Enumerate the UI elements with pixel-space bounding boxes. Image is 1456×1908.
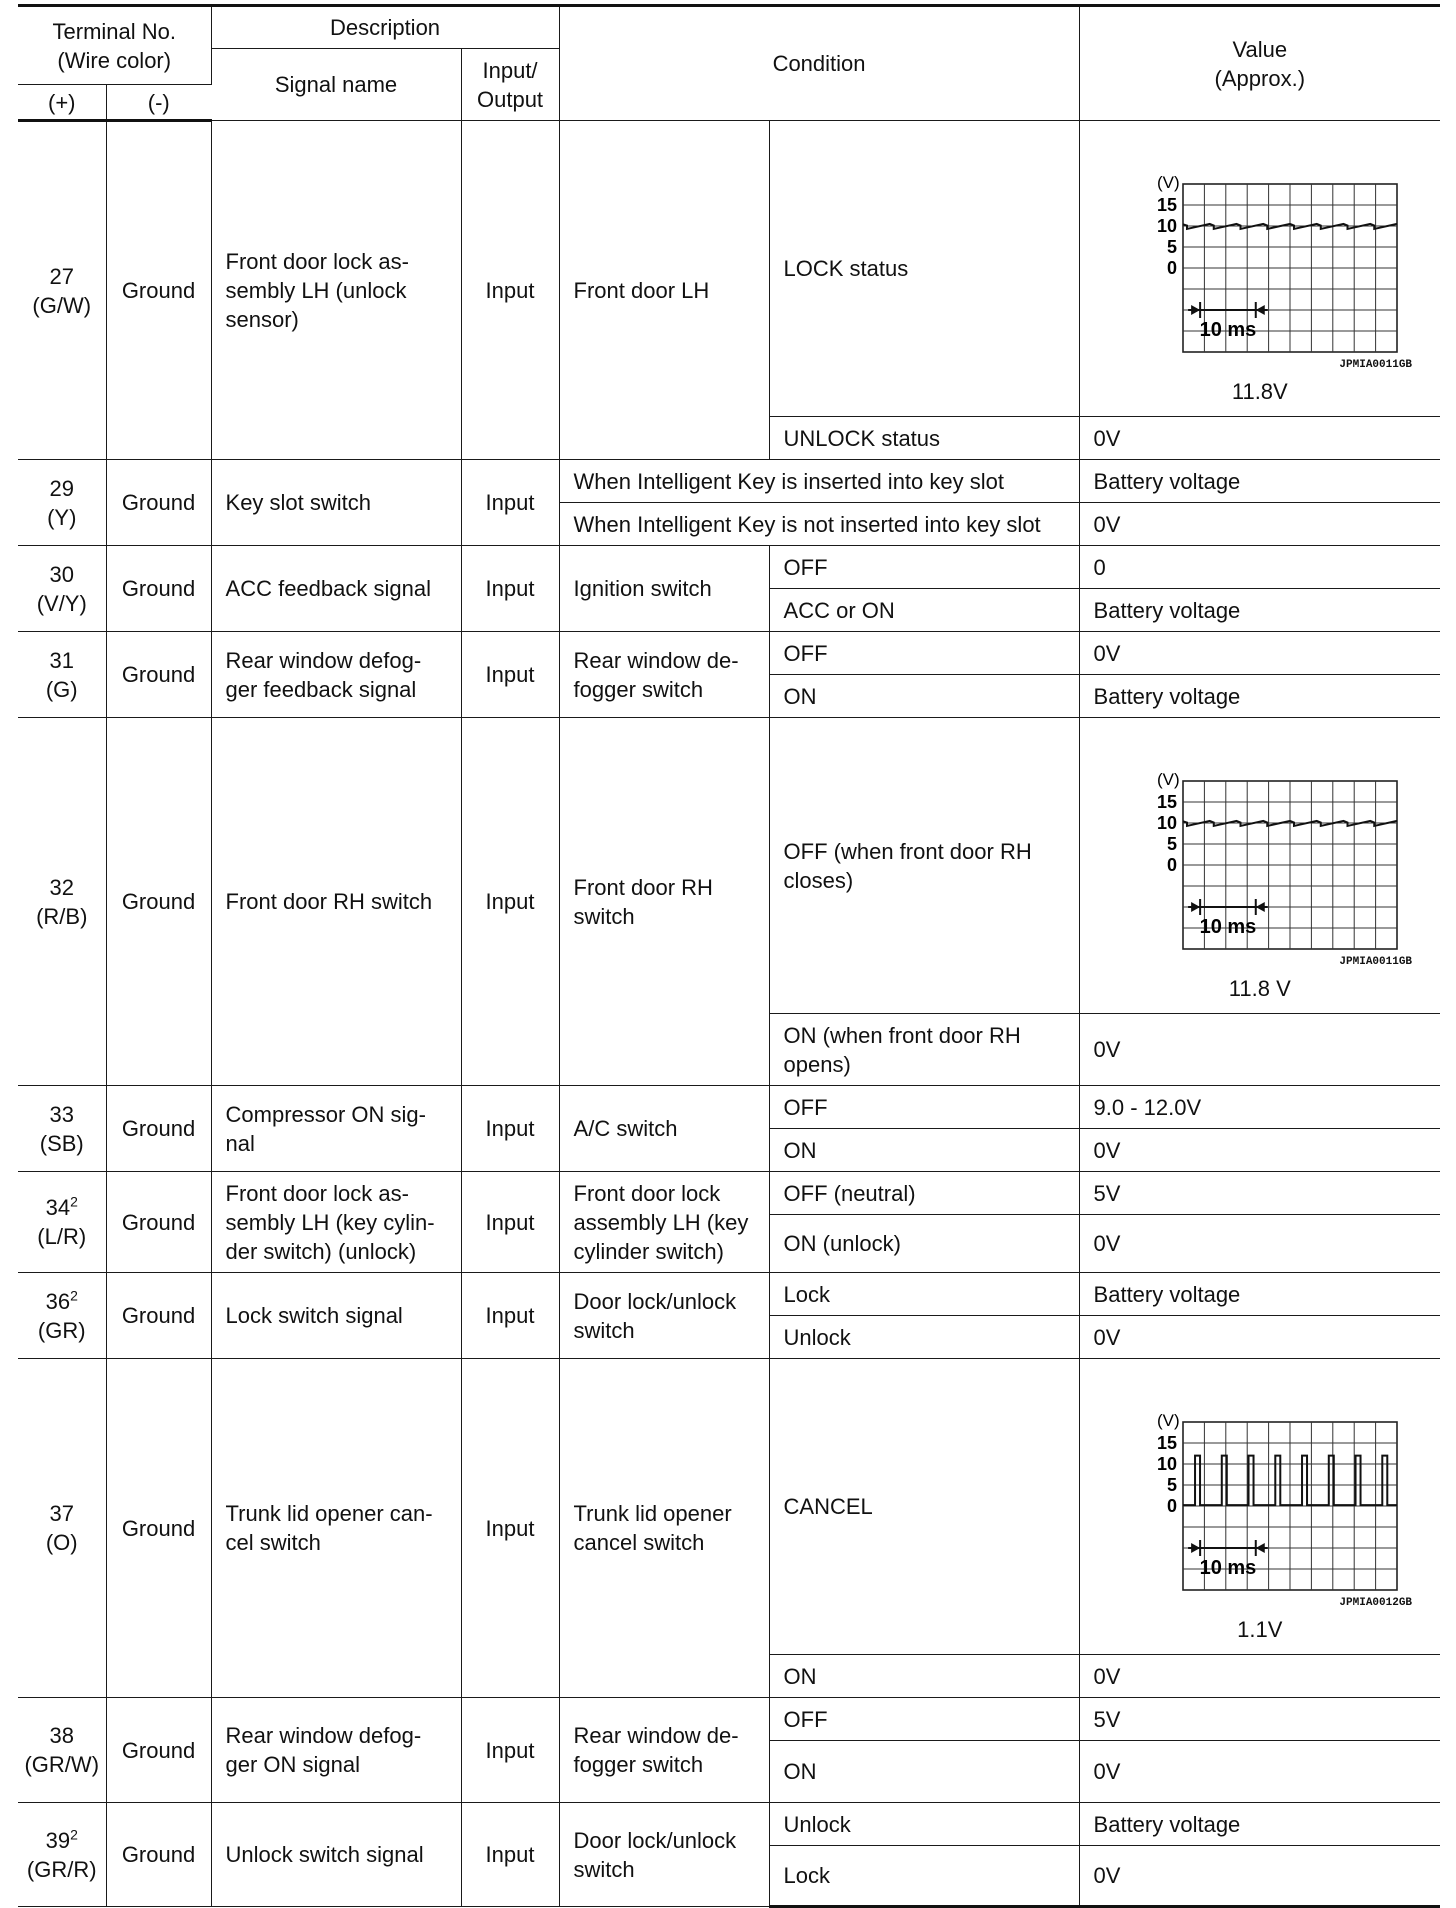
header-value-approx: (Approx.) bbox=[1214, 65, 1306, 91]
terminal-number: 36 bbox=[45, 1288, 71, 1314]
ground-cell: Ground bbox=[106, 1086, 211, 1172]
condition-state-cell: Unlock bbox=[769, 1803, 1079, 1846]
signal-name-cell: Unlock switch signal bbox=[211, 1803, 461, 1907]
wire-color: (GR) bbox=[37, 1317, 86, 1343]
terminal-number: 27 bbox=[49, 263, 74, 289]
table-row bbox=[18, 1698, 1440, 1741]
scope-y-tick: 10 bbox=[1156, 1453, 1177, 1474]
terminal-number: 33 bbox=[49, 1101, 74, 1127]
signal-name-cell: Rear window defog-ger feedback signal bbox=[211, 632, 461, 718]
signal-name-cell: Key slot switch bbox=[211, 460, 461, 546]
wire-color: (V/Y) bbox=[36, 590, 87, 616]
value-cell: 0 bbox=[1079, 546, 1440, 589]
condition-state-cell: UNLOCK status bbox=[769, 417, 1079, 460]
value-cell: 0V bbox=[1079, 1655, 1440, 1698]
value-reading: 1.1V bbox=[1237, 1616, 1283, 1642]
input-output-cell: Input bbox=[461, 460, 559, 546]
condition-cell: Rear window de-fogger switch bbox=[559, 632, 769, 718]
signal-name-cell: Front door lock as-sembly LH (key cylin-der switch) (unlock) bbox=[211, 1172, 461, 1273]
terminal-cell bbox=[18, 718, 106, 1086]
terminal-footnote: 2 bbox=[70, 1287, 78, 1304]
terminal-cell bbox=[18, 121, 106, 460]
table-row bbox=[18, 1086, 1440, 1129]
condition-state-cell: OFF (when front door RH closes) bbox=[769, 718, 1079, 1014]
scope-y-tick: 10 bbox=[1156, 215, 1177, 236]
terminal-number: 37 bbox=[49, 1501, 74, 1526]
oscilloscope-figure bbox=[1105, 1372, 1415, 1592]
condition-state-cell: ON (unlock) bbox=[769, 1215, 1079, 1273]
wire-color: (Y) bbox=[47, 504, 77, 530]
input-output-cell: Input bbox=[461, 1698, 559, 1803]
scope-y-tick: 15 bbox=[1156, 1432, 1177, 1453]
scope-y-tick: 15 bbox=[1156, 194, 1177, 215]
ground-cell: Ground bbox=[106, 718, 211, 1086]
input-output-cell: Input bbox=[461, 718, 559, 1086]
scope-y-unit: (V) bbox=[1156, 769, 1180, 789]
terminal-number: 32 bbox=[49, 874, 74, 900]
value-cell: 0V bbox=[1079, 503, 1440, 546]
condition-state-cell: ACC or ON bbox=[769, 589, 1079, 632]
value-cell bbox=[1079, 1359, 1440, 1655]
input-output-cell: Input bbox=[461, 546, 559, 632]
wire-color: (G) bbox=[45, 676, 78, 702]
oscilloscope-waveform bbox=[1105, 1372, 1415, 1592]
condition-cell: Door lock/unlock switch bbox=[559, 1273, 769, 1359]
terminal-number: 29 bbox=[49, 475, 74, 501]
terminal-cell bbox=[18, 1273, 106, 1359]
condition-cell: Trunk lid opener cancel switch bbox=[559, 1359, 769, 1698]
signal-name-cell: Trunk lid opener can-cel switch bbox=[211, 1359, 461, 1698]
header-value bbox=[1079, 6, 1440, 121]
value-cell: 0V bbox=[1079, 1129, 1440, 1172]
table-row bbox=[18, 1273, 1440, 1316]
signal-name-cell: Compressor ON sig-nal bbox=[211, 1086, 461, 1172]
table-row bbox=[18, 1803, 1440, 1846]
terminal-cell bbox=[18, 1803, 106, 1907]
terminal-spec-table bbox=[18, 4, 1440, 1908]
terminal-footnote: 2 bbox=[70, 1193, 78, 1210]
terminal-cell bbox=[18, 1172, 106, 1273]
terminal-cell bbox=[18, 546, 106, 632]
ground-cell: Ground bbox=[106, 460, 211, 546]
condition-cell: Front door lock assembly LH (key cylinder switch) bbox=[559, 1172, 769, 1273]
condition-cell: Door lock/unlock switch bbox=[559, 1803, 769, 1907]
condition-state-cell: ON bbox=[769, 1655, 1079, 1698]
scope-time-label: 10 ms bbox=[1199, 915, 1257, 938]
header-plus: (+) bbox=[18, 85, 106, 121]
condition-state-cell: OFF bbox=[769, 632, 1079, 675]
input-output-cell: Input bbox=[461, 632, 559, 718]
value-cell bbox=[1079, 121, 1440, 417]
ground-cell: Ground bbox=[106, 1273, 211, 1359]
table-row bbox=[18, 632, 1440, 675]
scope-y-tick: 10 bbox=[1156, 812, 1177, 833]
condition-state-cell: OFF (neutral) bbox=[769, 1172, 1079, 1215]
wire-color: (L/R) bbox=[37, 1224, 87, 1249]
value-cell: Battery voltage bbox=[1079, 460, 1440, 503]
value-reading: 11.8 V bbox=[1228, 975, 1291, 1001]
value-cell: Battery voltage bbox=[1079, 589, 1440, 632]
table-row bbox=[18, 718, 1440, 1014]
signal-name-cell: Rear window defog-ger ON signal bbox=[211, 1698, 461, 1803]
condition-state-cell: ON (when front door RH opens) bbox=[769, 1014, 1079, 1086]
value-cell: 9.0 - 12.0V bbox=[1079, 1086, 1440, 1129]
condition-state-cell: Lock bbox=[769, 1846, 1079, 1907]
condition-state-cell: ON bbox=[769, 1129, 1079, 1172]
condition-cell: Ignition switch bbox=[559, 546, 769, 632]
input-output-cell: Input bbox=[461, 1359, 559, 1698]
scope-figure-code: JPMIA0012GB bbox=[1339, 1596, 1413, 1609]
table-row bbox=[18, 121, 1440, 417]
scope-y-tick: 0 bbox=[1166, 854, 1177, 875]
terminal-number: 30 bbox=[49, 561, 74, 587]
scope-y-tick: 5 bbox=[1166, 1474, 1177, 1495]
table-row bbox=[18, 1172, 1440, 1215]
input-output-cell: Input bbox=[461, 1803, 559, 1907]
condition-state-cell: LOCK status bbox=[769, 121, 1079, 417]
signal-name-cell: ACC feedback signal bbox=[211, 546, 461, 632]
value-cell: 5V bbox=[1079, 1172, 1440, 1215]
condition-state-cell: Unlock bbox=[769, 1316, 1079, 1359]
ground-cell: Ground bbox=[106, 1698, 211, 1803]
value-cell: 0V bbox=[1079, 1741, 1440, 1803]
condition-cell: Front door RH switch bbox=[559, 718, 769, 1086]
scope-figure-code: JPMIA0011GB bbox=[1339, 358, 1413, 371]
value-cell: 0V bbox=[1079, 1846, 1440, 1907]
value-cell: 0V bbox=[1079, 1215, 1440, 1273]
input-output-cell: Input bbox=[461, 1273, 559, 1359]
ground-cell: Ground bbox=[106, 1359, 211, 1698]
oscilloscope-figure bbox=[1105, 731, 1415, 951]
header-value-label: Value bbox=[1232, 36, 1288, 62]
value-cell: 0V bbox=[1079, 1014, 1440, 1086]
value-cell: Battery voltage bbox=[1079, 675, 1440, 718]
header-input-output bbox=[461, 49, 559, 121]
value-cell: Battery voltage bbox=[1079, 1803, 1440, 1846]
scope-y-unit: (V) bbox=[1156, 1410, 1180, 1430]
terminal-number: 38 bbox=[49, 1723, 74, 1748]
value-reading: 11.8V bbox=[1231, 378, 1288, 404]
value-cell bbox=[1079, 718, 1440, 1014]
wire-color: (SB) bbox=[39, 1130, 84, 1156]
header-terminal bbox=[18, 6, 211, 85]
ground-cell: Ground bbox=[106, 1803, 211, 1907]
signal-name-cell: Front door RH switch bbox=[211, 718, 461, 1086]
condition-state-cell: ON bbox=[769, 1741, 1079, 1803]
scope-y-tick: 0 bbox=[1166, 1495, 1177, 1516]
signal-name-cell: Front door lock as-sembly LH (unlock sensor) bbox=[211, 121, 461, 460]
scope-time-label: 10 ms bbox=[1199, 1556, 1257, 1579]
condition-state-cell: CANCEL bbox=[769, 1359, 1079, 1655]
value-cell: 5V bbox=[1079, 1698, 1440, 1741]
scope-y-unit: (V) bbox=[1156, 172, 1180, 192]
input-output-cell: Input bbox=[461, 121, 559, 460]
condition-state-cell: ON bbox=[769, 675, 1079, 718]
header-terminal-no: Terminal No. bbox=[52, 18, 176, 44]
terminal-number: 31 bbox=[49, 647, 74, 673]
header-wire-color: (Wire color) bbox=[57, 47, 172, 73]
wire-color: (R/B) bbox=[36, 903, 88, 929]
value-cell: 0V bbox=[1079, 417, 1440, 460]
condition-cell: Rear window de-fogger switch bbox=[559, 1698, 769, 1803]
table-row bbox=[18, 546, 1440, 589]
header-io-line2: Output bbox=[477, 86, 544, 112]
terminal-cell bbox=[18, 1086, 106, 1172]
input-output-cell: Input bbox=[461, 1172, 559, 1273]
header-description: Description bbox=[211, 6, 559, 49]
wire-color: (O) bbox=[45, 1530, 78, 1555]
ground-cell: Ground bbox=[106, 1172, 211, 1273]
table-row bbox=[18, 1359, 1440, 1655]
table-header bbox=[18, 6, 1440, 121]
wire-color: (G/W) bbox=[32, 292, 92, 318]
ground-cell: Ground bbox=[106, 632, 211, 718]
table-body bbox=[18, 121, 1440, 1907]
input-output-cell: Input bbox=[461, 1086, 559, 1172]
header-signal-name: Signal name bbox=[211, 49, 461, 121]
scope-y-tick: 5 bbox=[1166, 833, 1177, 854]
value-cell: 0V bbox=[1079, 632, 1440, 675]
scope-y-tick: 0 bbox=[1166, 257, 1177, 278]
header-io-line1: Input/ bbox=[482, 57, 538, 83]
terminal-number: 39 bbox=[45, 1827, 71, 1853]
terminal-cell bbox=[18, 632, 106, 718]
oscilloscope-waveform bbox=[1105, 134, 1415, 354]
value-cell: Battery voltage bbox=[1079, 1273, 1440, 1316]
condition-state-cell: OFF bbox=[769, 546, 1079, 589]
condition-state-cell: When Intelligent Key is not inserted into key slot bbox=[559, 503, 1079, 546]
condition-state-cell: OFF bbox=[769, 1698, 1079, 1741]
condition-cell: Front door LH bbox=[559, 121, 769, 460]
table-row bbox=[18, 460, 1440, 503]
value-cell: 0V bbox=[1079, 1316, 1440, 1359]
condition-state-cell: OFF bbox=[769, 1086, 1079, 1129]
terminal-footnote: 2 bbox=[70, 1826, 78, 1843]
scope-figure-code: JPMIA0011GB bbox=[1339, 955, 1413, 968]
terminal-number: 34 bbox=[45, 1195, 71, 1220]
condition-state-cell: Lock bbox=[769, 1273, 1079, 1316]
scope-time-label: 10 ms bbox=[1199, 318, 1257, 341]
signal-name-cell: Lock switch signal bbox=[211, 1273, 461, 1359]
terminal-cell bbox=[18, 1359, 106, 1698]
condition-state-cell: When Intelligent Key is inserted into key slot bbox=[559, 460, 1079, 503]
scope-y-tick: 5 bbox=[1166, 236, 1177, 257]
wire-color: (GR/R) bbox=[26, 1856, 97, 1882]
header-minus: (-) bbox=[106, 85, 211, 121]
oscilloscope-waveform bbox=[1105, 731, 1415, 951]
oscilloscope-figure bbox=[1105, 134, 1415, 354]
terminal-cell bbox=[18, 460, 106, 546]
condition-cell: A/C switch bbox=[559, 1086, 769, 1172]
wire-color: (GR/W) bbox=[24, 1752, 100, 1777]
ground-cell: Ground bbox=[106, 121, 211, 460]
terminal-cell bbox=[18, 1698, 106, 1803]
ground-cell: Ground bbox=[106, 546, 211, 632]
header-condition: Condition bbox=[559, 6, 1079, 121]
scope-y-tick: 15 bbox=[1156, 791, 1177, 812]
